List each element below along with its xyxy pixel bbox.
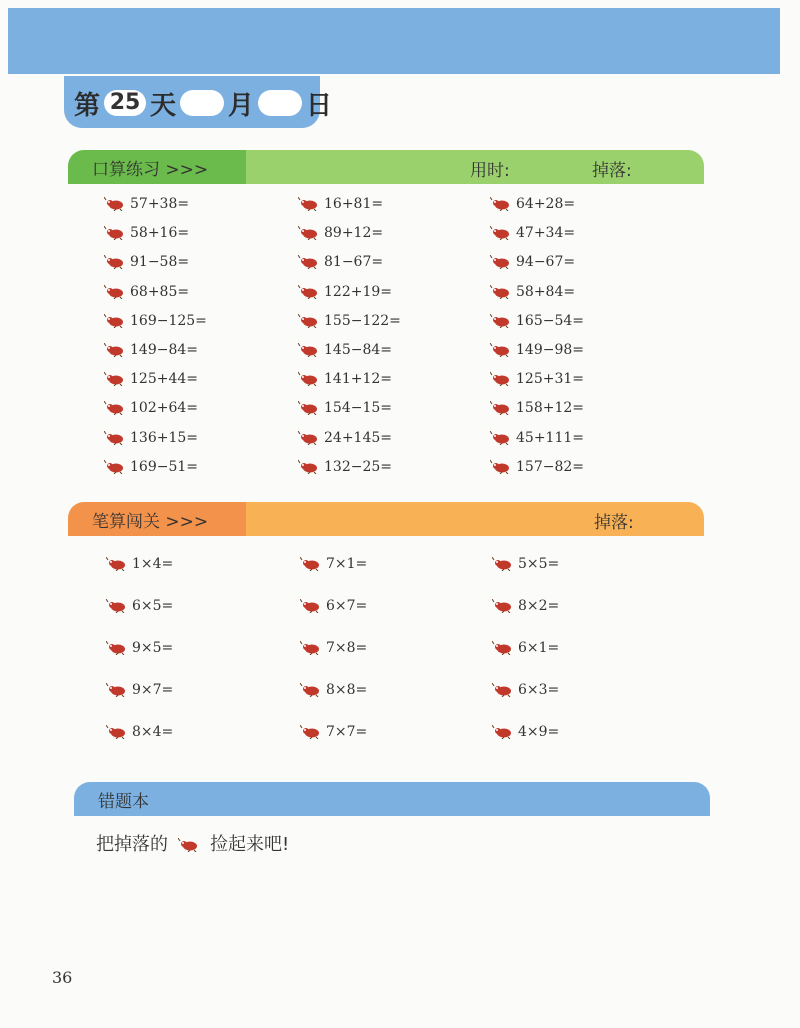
bug-icon [106,641,128,655]
bug-icon [492,599,514,613]
bug-icon [298,197,320,211]
problem-item [104,459,198,475]
problem-text: 1×4= [132,556,174,572]
problem-item [492,682,559,698]
problem-text: 169−125= [130,312,207,329]
bug-icon [104,343,126,357]
problem-item [298,196,383,212]
bug-icon [298,314,320,328]
problem-text: 157−82= [516,458,584,475]
month-blank[interactable] [180,90,224,116]
mental-math-title: 口算练习 >>> [68,150,246,184]
problem-item [490,430,584,446]
problem-item [490,371,584,387]
problem-text: 145−84= [324,342,392,358]
problem-text: 149−98= [516,342,584,358]
instruction-after: 捡起来吧! [210,834,290,855]
problem-text: 45+111= [516,429,584,446]
problem-text: 91−58= [130,254,190,271]
problem-text: 94−67= [516,254,576,271]
bug-icon [104,285,126,299]
bug-icon [490,285,512,299]
written-dropped-label: 掉落: [594,513,634,533]
problem-text: 122+19= [324,283,392,300]
problem-item [300,724,367,740]
problem-item [300,682,367,698]
bug-icon [104,431,126,445]
bug-icon [490,343,512,357]
bug-icon [104,197,126,211]
problem-text: 141+12= [324,371,392,388]
problem-text: 64+28= [516,196,576,212]
problem-item [300,640,367,656]
time-label: 用时: [470,161,510,181]
problem-item [492,598,559,614]
bug-icon [298,255,320,269]
bug-icon [300,641,322,655]
bug-icon [298,226,320,240]
date-blank[interactable] [258,90,302,116]
problem-text: 8×2= [518,598,560,614]
problem-item [104,342,198,358]
bug-icon [104,460,126,474]
mistakes-header [74,782,708,816]
bug-icon [490,226,512,240]
bug-icon [104,314,126,328]
problem-text: 102+64= [130,400,198,417]
problem-text: 125+31= [516,371,584,388]
bug-icon [492,557,514,571]
problem-text: 16+81= [324,196,384,212]
bug-icon [490,372,512,386]
problem-item [104,225,189,241]
problem-text: 7×8= [326,640,368,656]
problem-text: 169−51= [130,458,198,475]
bug-icon [490,255,512,269]
bug-icon [178,836,200,850]
problem-item [104,313,207,329]
problem-item [298,430,392,446]
problem-item [490,196,575,212]
problem-text: 158+12= [516,400,584,417]
problem-item [106,640,173,656]
mistakes-title: 错题本 [74,782,710,816]
bug-icon [300,599,322,613]
problem-item [106,556,173,572]
problem-item [104,400,198,416]
problem-text: 6×5= [132,598,174,614]
problem-text: 155−122= [324,312,401,329]
problem-text: 8×8= [326,682,368,698]
bug-icon [106,599,128,613]
problem-text: 24+145= [324,429,392,446]
problem-item [490,400,584,416]
problem-text: 47+34= [516,225,576,242]
written-math-title: 笔算闯关 >>> [68,502,246,536]
problem-item [104,254,189,270]
problem-text: 5×5= [518,556,560,572]
bug-icon [490,460,512,474]
problem-item [104,196,189,212]
problem-item [490,459,584,475]
page-number: 36 [52,968,73,987]
problem-text: 132−25= [324,458,392,475]
day-suffix: 天 [150,90,177,121]
bug-icon [104,255,126,269]
bug-icon [104,372,126,386]
problem-item [106,598,173,614]
problem-text: 6×1= [518,640,560,656]
problem-item [492,640,559,656]
bug-icon [298,401,320,415]
month-label: 月 [228,90,255,121]
day-number: 25 [104,90,146,116]
problem-item [104,284,189,300]
bug-icon [106,683,128,697]
bug-icon [490,197,512,211]
bug-icon [490,314,512,328]
problem-text: 6×3= [518,682,560,698]
problem-item [490,254,575,270]
problem-item [490,313,584,329]
problem-item [298,342,392,358]
problem-text: 6×7= [326,598,368,614]
bug-icon [298,431,320,445]
bug-icon [492,641,514,655]
problem-text: 9×5= [132,640,174,656]
bug-icon [298,372,320,386]
problem-item [106,682,173,698]
problem-item [298,371,392,387]
bug-icon [298,285,320,299]
date-label: 日 [306,90,333,121]
problem-item [298,284,392,300]
problem-item [104,371,198,387]
bug-icon [298,460,320,474]
bug-icon [490,401,512,415]
top-header-band [8,8,780,74]
problem-text: 68+85= [130,283,190,300]
problem-text: 125+44= [130,371,198,388]
bug-icon [104,401,126,415]
problem-text: 149−84= [130,342,198,358]
problem-text: 4×9= [518,724,560,740]
problem-text: 136+15= [130,429,198,446]
bug-icon [298,343,320,357]
problem-text: 58+84= [516,283,576,300]
mental-dropped-label: 掉落: [592,161,632,181]
instruction-before: 把掉落的 [96,834,168,855]
problem-item [104,430,198,446]
mental-math-header [68,150,704,184]
problem-text: 89+12= [324,225,384,242]
problem-text: 154−15= [324,400,392,417]
problem-item [298,459,392,475]
problem-item [490,284,575,300]
problem-text: 7×7= [326,724,368,740]
bug-icon [106,725,128,739]
mistakes-instruction [96,830,289,856]
problem-item [298,254,383,270]
problem-text: 9×7= [132,682,174,698]
problem-text: 7×1= [326,556,368,572]
bug-icon [490,431,512,445]
problem-item [490,225,575,241]
bug-icon [300,557,322,571]
problem-item [492,724,559,740]
day-title [74,84,332,122]
bug-icon [104,226,126,240]
problem-item [300,598,367,614]
written-math-header-band [246,502,704,536]
problem-item [492,556,559,572]
problem-text: 81−67= [324,254,384,271]
bug-icon [106,557,128,571]
problem-text: 57+38= [130,196,190,212]
problem-item [298,225,383,241]
problem-text: 58+16= [130,225,190,242]
bug-icon [300,725,322,739]
bug-icon [492,725,514,739]
problem-item [298,400,392,416]
problem-item [106,724,173,740]
written-math-header [68,502,704,536]
bug-icon [492,683,514,697]
problem-item [298,313,401,329]
problem-text: 8×4= [132,724,174,740]
problem-text: 165−54= [516,312,584,329]
day-prefix: 第 [74,90,101,121]
bug-icon [300,683,322,697]
problem-item [300,556,367,572]
problem-item [490,342,584,358]
